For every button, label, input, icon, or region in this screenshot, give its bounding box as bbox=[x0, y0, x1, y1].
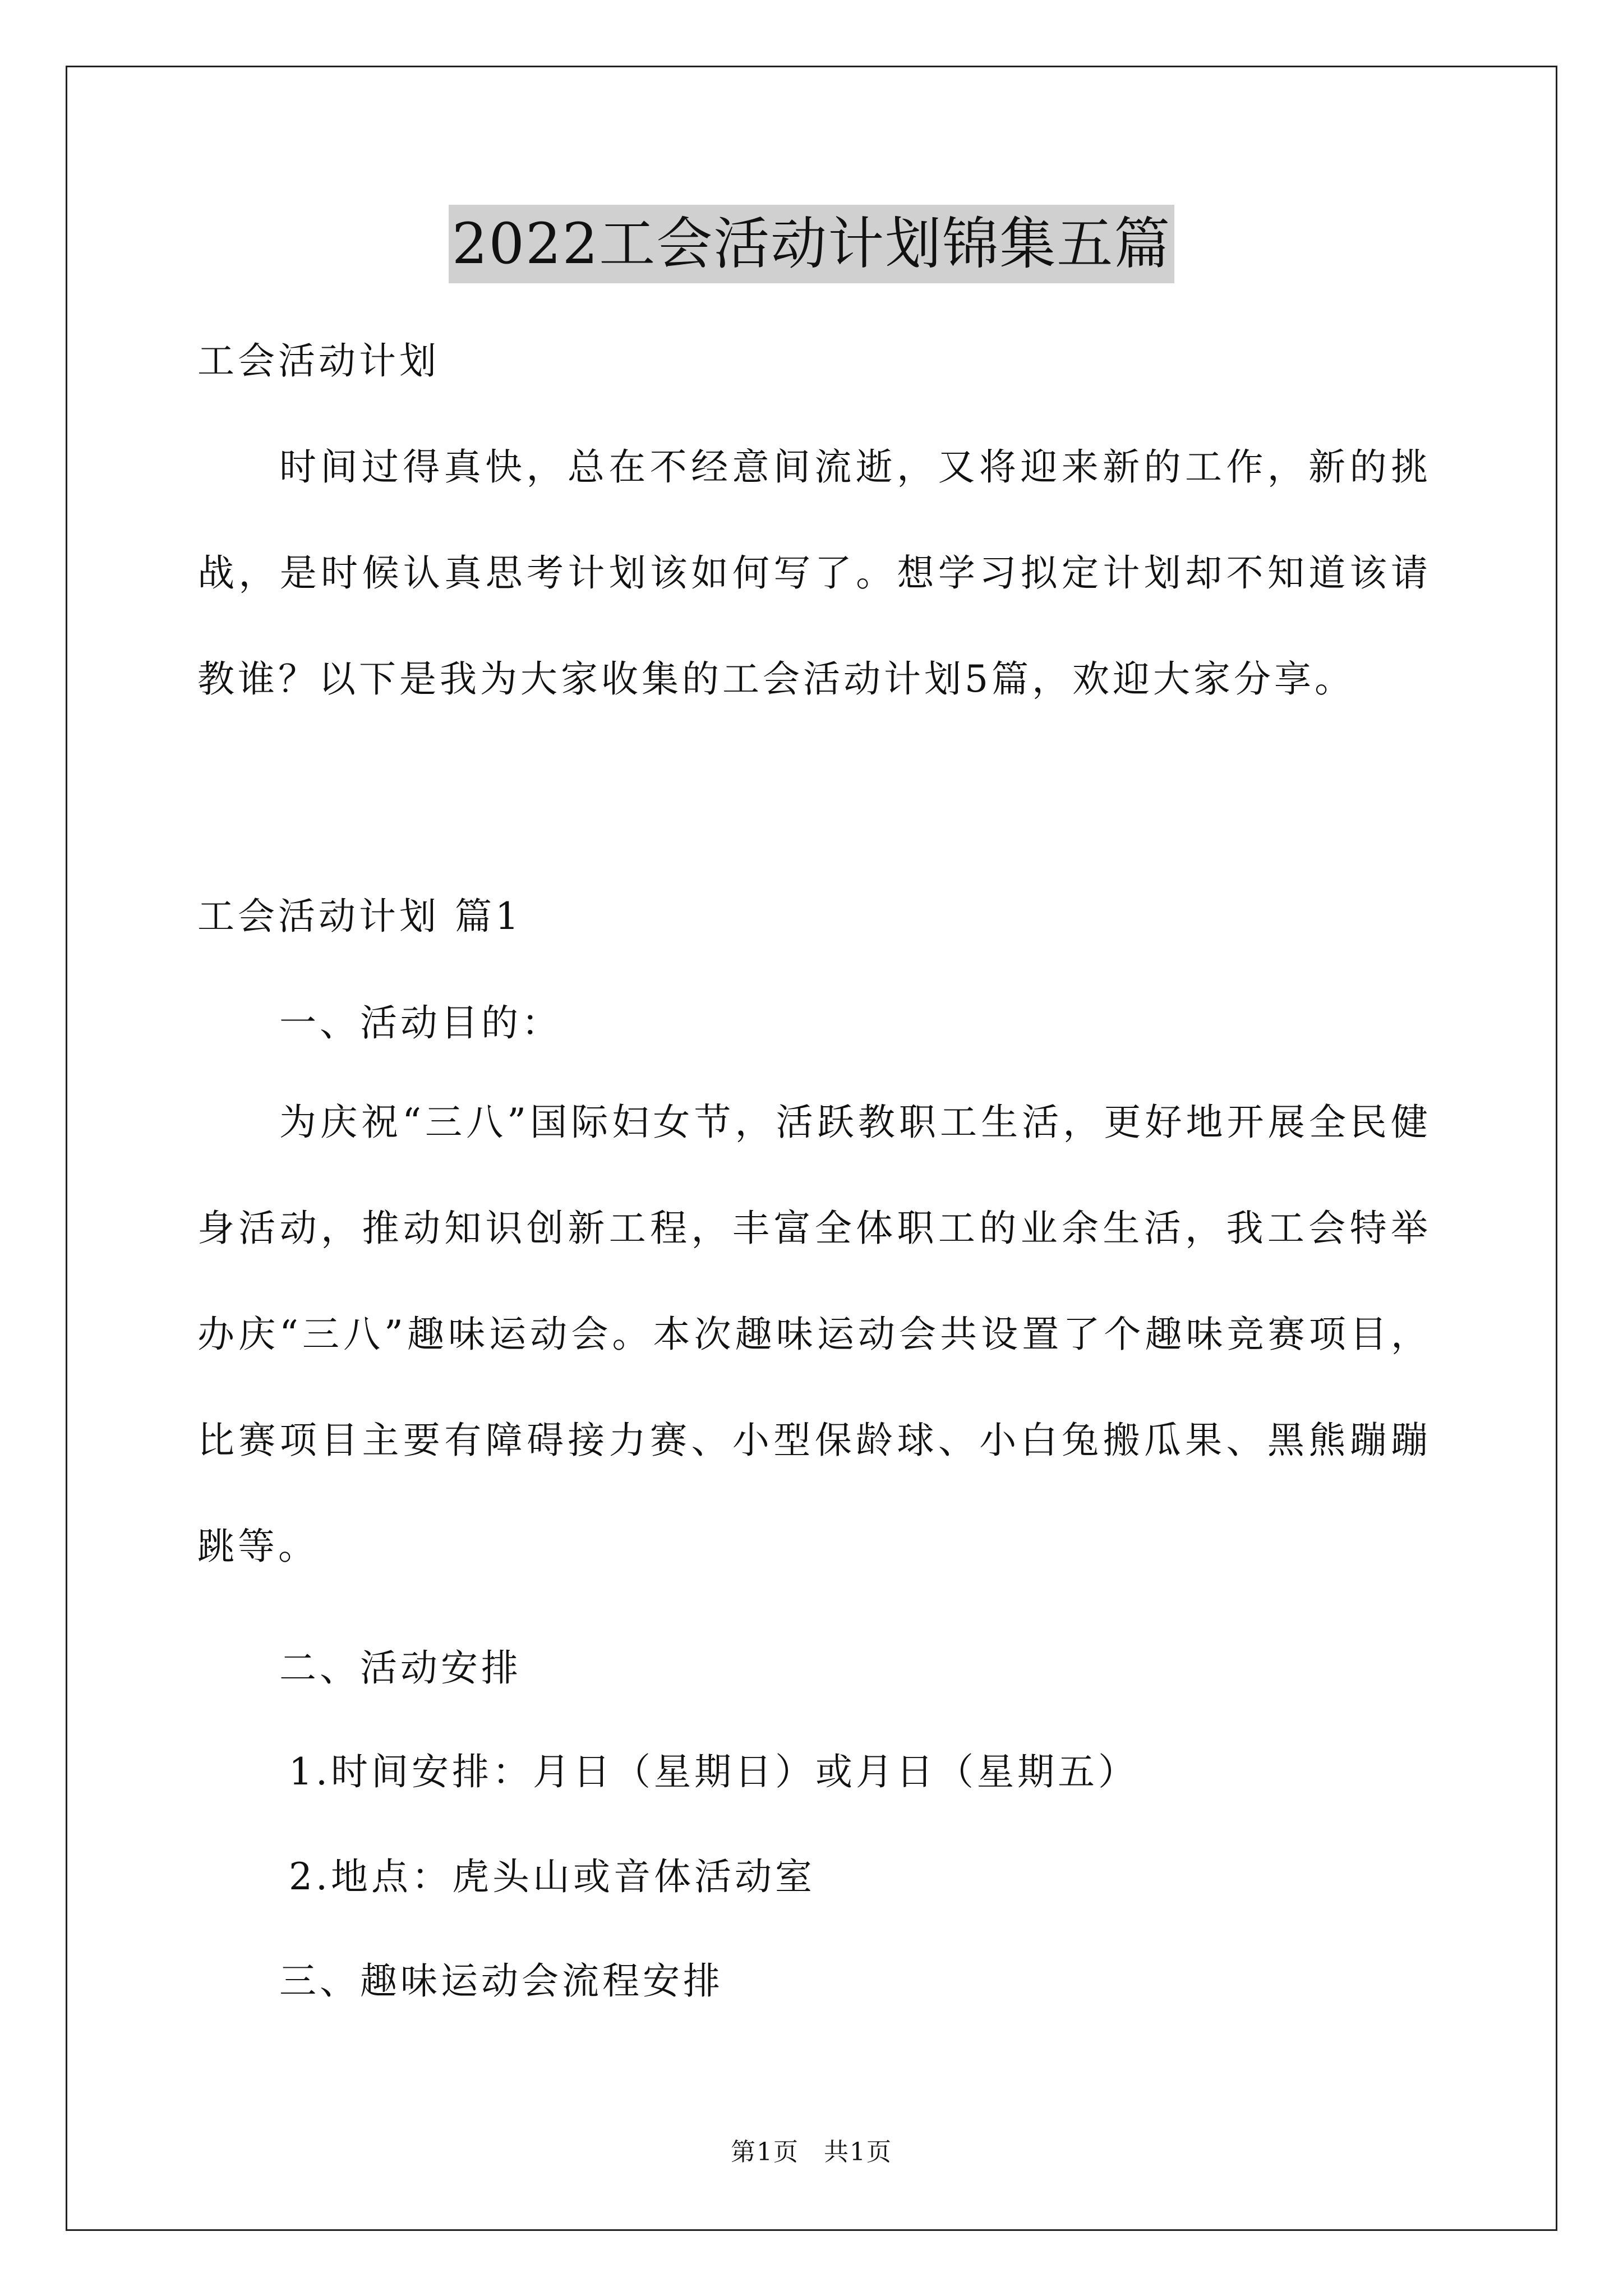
section-3-title: 三、趣味运动会流程安排 bbox=[279, 1959, 723, 2003]
schedule-item-location: 2.地点：虎头山或音体活动室 bbox=[289, 1855, 815, 1898]
section-2-title: 二、活动安排 bbox=[279, 1646, 522, 1690]
intro-paragraph: 时间过得真快，总在不经意间流逝，又将迎来新的工作，新的挑战，是时候认真思考计划该如何写了。想学习拟定计划却不知道该请教谁？以下是我为大家收集的工会活动计划5篇，欢迎大家分享。 bbox=[197, 445, 1431, 701]
page-footer bbox=[0, 2132, 1623, 2168]
page-number-current: 第1页 bbox=[731, 2138, 799, 2166]
section-1-body: 为庆祝“三八”国际妇女节，活跃教职工生活，更好地开展全民健身活动，推动知识创新工程，丰富全体职工的业余生活，我工会特举办庆“三八”趣味运动会。本次趣味运动会共设置了个趣味竞赛项目，比赛项目主要有障碍接力赛、小型保龄球、小白兔搬瓜果、黑熊蹦蹦跳等。 bbox=[197, 1101, 1431, 1568]
schedule-item-time: 1.时间安排：月日（星期日）或月日（星期五） bbox=[289, 1750, 1138, 1793]
document-title: 2022工会活动计划锦集五篇 bbox=[449, 205, 1175, 283]
heading-plan-part-1: 工会活动计划 篇1 bbox=[197, 895, 522, 938]
section-1-title: 一、活动目的： bbox=[279, 1001, 562, 1045]
page-number-total: 共1页 bbox=[824, 2138, 892, 2166]
title-container bbox=[0, 205, 1623, 283]
heading-union-plan: 工会活动计划 bbox=[197, 339, 440, 383]
